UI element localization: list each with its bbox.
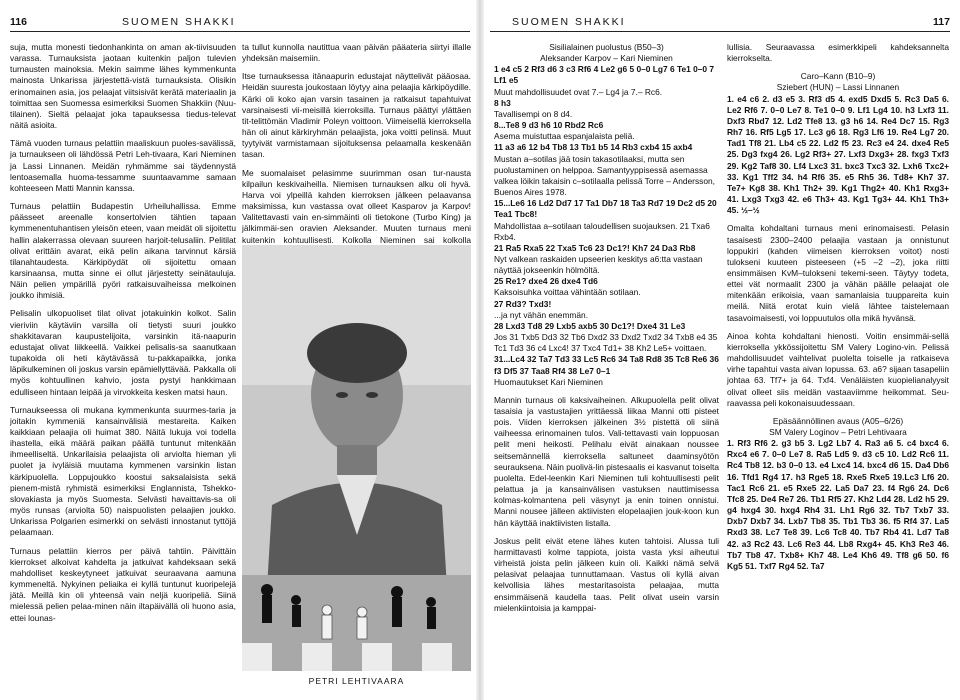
paragraph: Itse turnauksessa itänaapurin edustajat näyttelivät pääosaa. Heidän suuresta joukostaan löytyy aina pelaajia kärkipöydille. Kärki oli koko ajan varsin tasainen ja ratkaisut tapahtuivat varsinaisesti vii-meisillä kierroksilla. Turnaus päättyi ylättäen tit-telittömän Vladimir Poleyn voittoon. Viimeisellä kierroksella hän oli ainut kärkiryhmän pelaajista, joka voitti pelinsä. Muut tyytyivät varmistamaan sijoituksensa pelaamalla keskenään tasan.	[242, 71, 471, 160]
magazine-title-right: SUOMEN SHAKKI	[512, 16, 626, 28]
header-rule-right	[490, 31, 950, 32]
game-note: Jos 31 Txb5 Dd3 32 Tb6 Dxd2 33 Dxd2 Txd2 34 Txb8 e4 35 Tc1 Td3 36 c4 Lxc4! 37 Txc4 Td1+ 38 Kh2 Le5+ voittaen.	[494, 332, 718, 354]
paragraph: suja, mutta monesti tiedonhankinta on aman ak-tiivisuuden varassa. Turnauksista jaotaan kuitenkin paljon tulevien turnausten mainoksia. Mekin saimme lähes kymmenkunta mainosta Unkarissa järjestettä-vistä turnauksista. Olisikin erinomainen asia, jos pelaajat viitsisivät kerätä materiaalin ja toimittaa sen Suomessa esimerkiksi Suomen Shakkiin (Nuu-tilainen). Sieltä pelaajat joka tapauksessa tiedus-televat näitä asioita.	[10, 42, 236, 131]
game-moves: 31...Lc4 32 Ta7 Td3 33 Lc5 Rc6 34 Ta8 Rd8 35 Tc8 Re6 36 f3 Df5 37 Taa8 Rf4 38 Le7 0–1	[494, 354, 719, 376]
game-note: Mahdollistaa a–sotilaan taloudellisen suojauksen. 21 Txa6 Rxb4.	[494, 220, 710, 242]
game-moves: 1. Rf3 Rf6 2. g3 b5 3. Lg2 Lb7 4. Ra3 a6 5. c4 bxc4 6. Rxc4 e6 7. 0–0 Le7 8. Ra5 Ld5 9. d3 c5 10. Ld2 Rc6 11. Rc4 Tb8 12. b3 0–0 13. e4 Lxc4 14. bxc4 d6 15. Da4 Db6 16. Tfd1 Rg4 17. h3 Rge5 18. Rxe5 Rxe5 19.Lc3 Lf6 20. Tac1 Rc6 21. e5 Rxe5 22. La5 Da7 23. f4 Rg6 24. Dc6 Tfc8 25. De4 Re7 26. Tb1 Rf5 27. Kh2 Ld4 28. Ld2 h5 29. g4 hxg4 30. hxg4 Rh4 31. Lh1 Rg6 32. Tb7 Txb7 33. Dxb7 Dxb7 34. Lxb7 Tb8 35. Tb1 Tb3 36. f5 Rf4 37. La5 Rxd3 38. Lc7 Te8 39. Lc6 Tc8 40. Tb7 Rb4 41. Ld7 Ta8 42. a3 Rc2 43. Lc6 Re3 44. Lb8 Rxg4+ 45. Kh3 Re3 46. Tb7 Tb8 47. Txb8+ Kh7 48. Le4 Kh6 49. Tf8 g6 50. f6 Kg5 51. Txf7 Rg4 52. Ta7	[727, 438, 949, 571]
game-players: Aleksander Karpov – Kari Nieminen	[540, 53, 673, 64]
right-column-2	[727, 42, 949, 579]
game-moves: 21 Ra5 Rxa5 22 Txa5 Tc6 23 Dc1?! Kh7 24 Da3 Rb8	[494, 242, 696, 253]
paragraph: Turnaus pelattiin Budapestin Urheiluhallissa. Emme päässeet areenalle konsertolvien tähtien tapaan kymmenentuhantisen yleisön eteen, vaan meidät oli sijoitettu hallin alakerrassa olevaan suureen harjoit-telusaliin. Pelitilat olivat erittäin avarat, eikä pelin aikana tarvinnut kärsiä tilanahtaudesta. Kärkipöydät oli sijoitettu omaan karsinaansa, mutta sinne ei ollut järjestetty seinätauluja. Näin pelien ympärillä pyöri ratkaisuvaiheissa melkoinen joukko ihmisiä.	[10, 201, 236, 301]
right-page-header	[490, 16, 950, 30]
paragraph: Me suomalaiset pelasimme suurimman osan tur-nausta kilpailun keskivaiheilla. Niemisen turnauksen alku oli hyvä. Harva voi ylpeillä kahden kierroksen jälkeen pelaavansa maksimissa, kun vastassa ovat olleet Kasparov ja Karpov! Valitettavasti vain en-simmäinti oli tietokone (Turbo King) ja jälkimmäi-sen oravien Aleksander. Muuten turnaus meni kuitenkin kohtuullisesti. Kolkolla Nieminen sai kolkolla	[242, 167, 471, 245]
paragraph: Mannin turnaus oli kaksivaiheinen. Alkupuolella pelit olivat tasaisia ja vastustajien yrittäessä liikaa Manni otti pisteet pois. Viiden kierroksen jälkeinen 3½ pistettä oli siinä vaiheessa erinomainen tulos. Vali-tettavasti vain loppuosan pelit meni heikosti. Pelihalu eivät ainakaan noussee seitsemännellä kierroksella saltuneet daaminsyötön seurauksena. Näin puolivä-lin pistesaalis ei kasvanut toiselta puolelta. Edel-leenkin Kari Nieminen tuli kohtuullisesti pelit pelattua ja ja kansainvälisen vastuksen nauttimisessa kolmas-kolmantena peli väsynyt ja enin toinen onnistui. Manni nousee jälleen aktiivisten elopelaajien jouk-koon kun hän käyttää inaktiivisten listalla.	[494, 394, 719, 528]
game-note: Kaksoisuhka voittaa vähintään sotilaan.	[494, 287, 641, 298]
portrait-photo	[242, 245, 471, 671]
game-note: ...ja nyt vähän enemmän.	[494, 309, 589, 320]
game-moves: 1 e4 c5 2 Rf3 d6 3 c3 Rf6 4 Le2 g6 5 0–0 Lg7 6 Te1 0–0 7 Lf1 e5	[494, 64, 715, 86]
right-page	[480, 0, 960, 700]
paragraph: Turnaus pelattiin kierros per päivä tahtiin. Päivittäin kierrokset alkoivat kahdelta ja jatkuivat kahdeksaan sekä mahdolliset keskeytyneet jatkuivat seuraavana aamuna kymmeneltä. Nykyinen peliaika ei kyllä tuntunut kuoripelejä jätä. Meillä kin oli yhteensä vain neljä kuoripeliä. Siinä mielessä pelien pelaa-minen näin iltapäivällä oli huono asia, ettei lounas-	[10, 545, 236, 623]
portrait-illustration	[242, 245, 471, 671]
game-players: Sziebert (HUN) – Lassi Linnanen	[776, 82, 900, 93]
paragraph: Tämä vuoden turnaus pelattiin maaliskuun puoles-savälissä, ja turnaukseen oli lähdössä Petri Leh-tivaara, Kari Nieminen ja Lassi Linnanen. Meidän ryhmämme sai täydennystä lentoasemalla huoma-tessamme suuntaavamme samaan kohteeseen Matti Mannin kanssa.	[10, 138, 236, 193]
paragraph: Pelisalin ulkopuoliset tilat olivat jotakuinkin kolkot. Salin vieriviin käytäviin varsilla oli tietysti suuri joukko shakkitavaran kaupustelijoita, varsinkin itä-naapurin edustajat olivat liikkeellä. Vaikkei pelisalis-sa saanutkaan tupakoida oli heti käytävässä tu-pakkapaikka, jonka läpikulkeminen oli joskus varsin epämiellyttävää. Pakkalla oli myös kohtuullinen kahvio, josta pystyi hankkimaan edulliseen hintaan leipää ja virvokkeita kesken matsi haun.	[10, 308, 236, 397]
game-players: SM Valery Loginov – Petri Lehtivaara	[769, 427, 907, 437]
paragraph: lullisia. Seuraavassa esimerkkipeli kahdeksannelta kierrokselta.	[727, 42, 949, 64]
game-moves: 27 Rd3? Txd3!	[494, 298, 552, 309]
photo-caption: PETRI LEHTIVAARA	[308, 676, 405, 686]
game-moves: 1. e4 c6 2. d3 e5 3. Rf3 d5 4. exd5 Dxd5 5. Rc3 Da5 6. Le2 Rf6 7. 0–0 Le7 8. Te1 0–0 9. Lf1 Lg4 10. h3 Lxf3 11. Dxf3 Rbd7 12. Ld2 Tfe8 13. g3 h6 14. Re4 Dc7 15. Rg3 Rh7 16. Rf5 Lg5 17. Lc3 g6 18. Rg3 Lf6 19. Re4 Lg7 20. Tad1 Tf8 21. Lb4 c5 22. Ld2 f5 23. Rc3 e4 24. dxe4 Re5 25. Dg3 fxg4 26. Lg2 Rf3+ 27. Lxf3 Dxg3+ 28. fxg3 Txf3 29. Kg2 Taf8 30. Lf4 Lxc3 31. bxc3 Txc3 32. Lxh6 Txc2+ 33. Kg1 Tff2 34. h4 Rf6 35. e5 Rh5 36. Td8+ Kh7 37. Te7+ Kg8 38. Kh1 Th2+ 39. Kg1 Thg2+ 40. Kh1 Rxg3+ 41. Lxg3 Txg3 42. e6 Th3+ 43. Kg1 Tg3+ 44. Kh1 Th3+ 45. ½–½	[727, 93, 949, 216]
game-title: Sisilialainen puolustus (B50–3)	[549, 42, 664, 52]
game-note: Tavallisempi on 8 d4.	[494, 108, 573, 119]
paragraph: Omalta kohdaltani turnaus meni erinomaisesti. Pelasin tasaisesti 2300–2400 pelaajia vastaan ja onnistunut loppukiri (kahden viimeisen kierroksen voitot) nosti tulokseni kuuteen pisteeseen (+5 –2 –2), joka riitti ensimmäisen KvM–tulokseni tekemi-seen. Täytyy todeta, ettei vät normaalit 2300 ja vähän päälle pelaajat ole mitenkään erikoisia, vaan samanlaisia tuuppareita kuin meilä. Niitä erotat kuin vielä lähtee taistelemaan tasavoimaisesti, voi loppuutulos olla mikä hyvänsä.	[727, 223, 949, 323]
paragraph: Turnaukseessa oli mukana kymmenkunta suurmes-taria ja joitakin kymmeniä kansainvälisiä mestareita. Kaiken kaikkiaan pelaajia oli huimat 380. Näitä lukuja voi todella ihastella, eikä määrä paikan päällä tuntunut mitenkään ihmeelliseltä. Unkarilaisia pelaajista oli arviolta hieman yli puolet ja ivyläisiä muutama kymmenen varsinkin listan kärkipuolella. Loppujoukko koostui saksalaisista sekä pienem-mistä ryhmistä esimerkiksi Englannista, Tshekko-slovakiasta ja myös Suomesta. Selvästi havaittavis-sa oli myös runsas (arviolta 50) naispuolisten pelaajien joukko. Unkarissa Polgarien esimerkki on selvästi innostanut tyttöjä pelaamaan.	[10, 404, 236, 538]
left-page-header	[10, 16, 470, 30]
game-note: Nyt valkean raskaiden upseerien keskitys a6:tta vastaan näyttää jokseenkin hölmöltä.	[494, 253, 703, 276]
paragraph: Joskus pelit eivät etene lähes kuten tahtoisi. Alussa tuli harmittavasti kolme tappiota, joista vasta yksi aiheutui virheistä joista pelin jälkeen kuin oli. Kaikki nämä selvä pelasivat pelaajaa tunnuttamaan. Vastus oli kyllä aivan kelvollisia lähes mestaritasoista pelaajaa, mutta ensimmäisenä kaudella taas. Pelit olivat usein varsin mielenkiintoisia ja kamppai-	[494, 535, 719, 613]
game-note: Huomautukset Kari Nieminen	[494, 376, 603, 387]
game-title: Caro–Kann (B10–9)	[800, 71, 876, 82]
game-moves: 25 Re1? dxe4 26 dxe4 Td6	[494, 276, 598, 287]
game-moves: 28 Lxd3 Td8 29 Lxb5 axb5 30 Dc1?! Dxe4 31 Le3	[494, 320, 686, 331]
game-moves: 8 h3	[494, 97, 511, 108]
game-moves: 8...Te8 9 d3 h6 10 Rbd2 Rc6	[494, 120, 604, 131]
left-column-1	[10, 42, 236, 631]
paragraph: ta tullut kunnolla nautittua vaan päivän pääateria siirtyi illalle yhdeksän maisemiin.	[242, 42, 471, 64]
game-title: Epäsäännöllinen avaus (A05–6/26)	[772, 415, 904, 426]
page-number-right: 117	[933, 16, 950, 28]
game-moves: 15...Le6 16 Ld2 Dd7 17 Ta1 Db7 18 Ta3 Rd7 19 Dc2 d5 20 Tea1 Tbc8!	[494, 198, 717, 220]
game-note: Muut mahdollisuudet ovat 7.– Lg4 ja 7.– Rc6.	[494, 86, 663, 97]
header-rule-left	[10, 31, 470, 32]
game-note: Mustan a–sotilas jää tosin takasotilaaksi, mutta sen puolustaminen on helppoa. Samantyyppisessä asemassa valkea löikin takaisin c–sotilaalla pelissä Torre – Andersson, Buenos Aires 1978.	[494, 153, 715, 198]
page-number-left: 116	[10, 16, 27, 28]
magazine-title-left: SUOMEN SHAKKI	[122, 16, 236, 28]
game-moves: 11 a3 a6 12 b4 Tb8 13 Tb1 b5 14 Rb3 cxb4 15 axb4	[494, 142, 693, 153]
right-column-1	[494, 42, 719, 621]
paragraph: Ainoa kohta kohdaltani hienosti. Voitin ensimmäi-sellä kierroksella ykkössijoitettu SM Valery Logino-vin. Pelissä mahdollisuudet vaihtelivat puolelta toiselle ja ratkaiseva virhe tapahtui vasta aivan lopussa. 63. a6? sijaan tasapeliin johtaa 63. Tf7+ ja 64. Txf4. Venäläisten kuopielianalyysit olivat olleet siis meidän vastaaviimme heikommat. Seu-raavassa peli kokonaisuudessaan.	[727, 330, 949, 408]
game-note: Asema muistuttaa espanjalaista peliä.	[494, 131, 635, 142]
